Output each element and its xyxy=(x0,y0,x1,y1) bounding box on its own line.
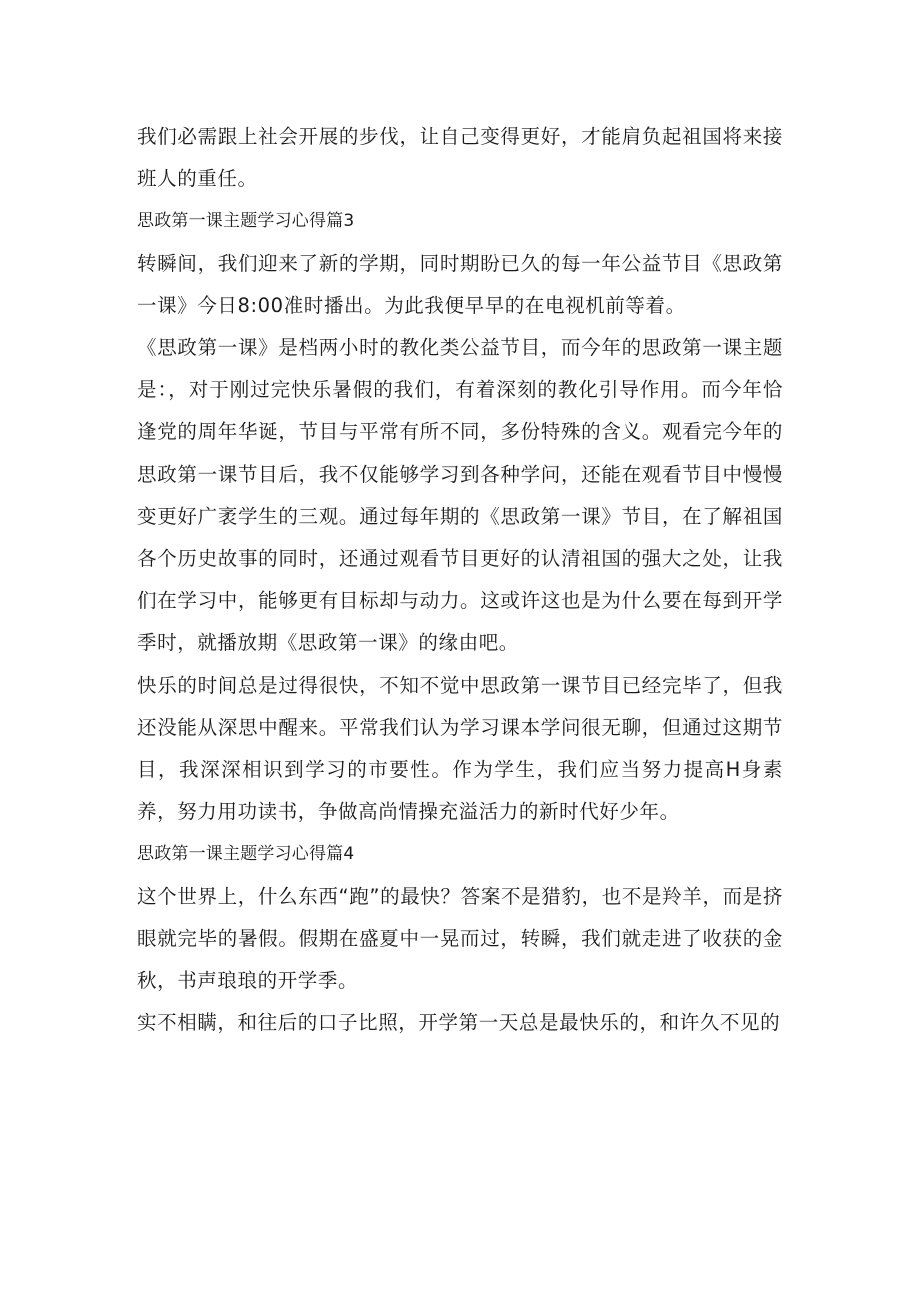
paragraph-6: 实不相瞒，和往后的口子比照，开学第一天总是最快乐的，和许久不见的 xyxy=(137,1011,781,1035)
paragraph-2: 转瞬间，我们迎来了新的学期，同时期盼已久的每一年公益节目《思政第一课》今日8:00准时播出。为此我便早早的在电视机前等着。 xyxy=(137,251,783,317)
section-heading-3: 思政第一课主题学习心得篇3 xyxy=(137,211,355,232)
paragraph-5: 这个世界上，什么东西“跑”的最快？答案不是猎豹，也不是羚羊，而是挤眼就完毕的暑假。假期在盛夏中一晃而过，转瞬，我们就走进了收获的金秋，书声琅琅的开学季。 xyxy=(137,884,783,993)
paragraph-3: 《思政第一课》是档两小时的教化类公益节目，而今年的思政第一课主题是：，对于刚过完快乐暑假的我们，有着深刻的教化引导作用。而今年恰逢党的周年华诞，节目与平常有所不同，多份特殊的含义。观看完今年的思政第一课节目后，我不仅能够学习到各种学问，还能在观看节目中慢慢变更好广袤学生的三观。通过每年期的《思政第一课》节目，在了解祖国各个历史故事的同时，还通过观看节目更好的认清祖国的强大之处，让我们在学习中，能够更有目标却与动力。这或许这也是为什么要在每到开学季时，就播放期《思政第一课》的缘由吧。 xyxy=(137,336,783,655)
paragraph-4: 快乐的时间总是过得很快，不知不觉中思政第一课节目已经完毕了，但我还没能从深思中醒来。平常我们认为学习课本学问很无聊，但通过这期节目，我深深相识到学习的市要性。作为学生，我们应当努力提高H身素养，努力用功读书，争做高尚情操充溢活力的新时代好少年。 xyxy=(137,673,783,824)
section-heading-4: 思政第一课主题学习心得篇4 xyxy=(137,844,355,865)
paragraph-1: 我们必需跟上社会开展的步伐，让自己变得更好，才能肩负起祖国将来接班人的重任。 xyxy=(137,125,783,191)
document-body xyxy=(137,116,783,1044)
